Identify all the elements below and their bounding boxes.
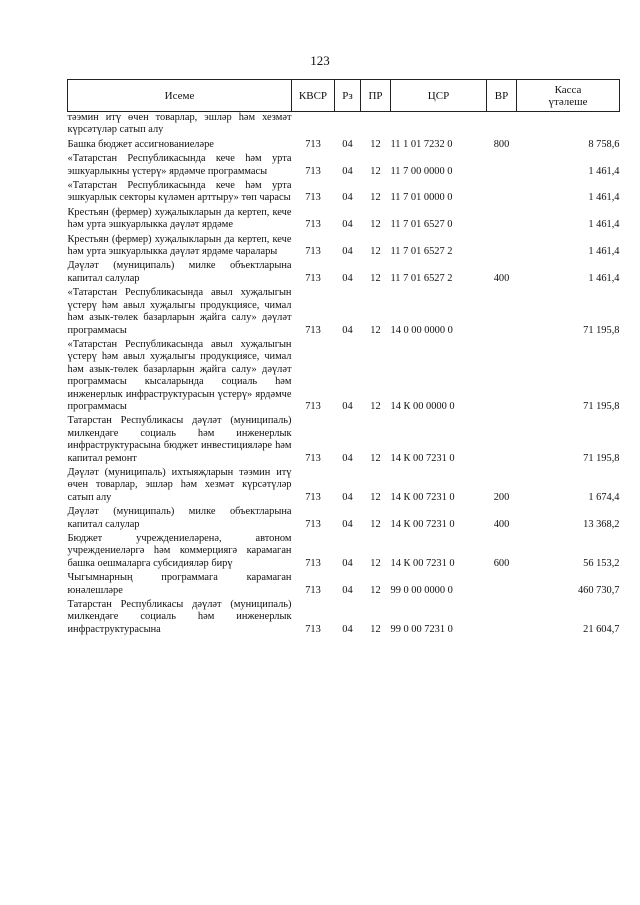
row-csr: 11 7 01 0000 0	[390, 192, 453, 204]
row-rz: 04	[342, 584, 353, 596]
row-kvsr: 713	[305, 246, 321, 258]
row-csr: 14 К 00 7231 0	[390, 557, 455, 569]
row-kassa: 1 461,4	[588, 165, 620, 177]
row-vr	[487, 232, 517, 259]
row-rz: 04	[342, 272, 353, 284]
row-name: «Татарстан Республикасында кече һәм урта эшкуарлыкны үстерү» ярдәмче программасы	[67, 153, 292, 177]
row-kassa: 1 461,4	[588, 246, 620, 258]
row-vr: 400	[493, 518, 510, 530]
header-csr: ЦСР	[391, 80, 487, 112]
row-name: Крестьян (фермер) хуҗалыкларын да кертеп, кече һәм урта эшкуарлыкка дәүләт ярдәме	[67, 206, 292, 231]
table-row	[68, 597, 620, 636]
row-csr: 11 7 01 6527 2	[390, 272, 453, 284]
row-name: Крестьян (фермер) хуҗалыкларын да кертеп, кече һәм урта эшкуарлыкка дәүләт ярдәме чаралары	[67, 233, 292, 258]
table-row	[68, 531, 620, 570]
row-vr	[487, 205, 517, 232]
row-name: Бюджет учреждениеләренә, автоном учреждениеләргә һәм коммерциягә карамаган башка оешмаларга субсидияләр бирү	[67, 533, 292, 569]
row-pr: 12	[370, 246, 381, 258]
row-rz: 04	[342, 192, 353, 204]
row-kassa: 21 604,7	[583, 623, 620, 635]
row-csr: 11 7 01 6527 2	[390, 246, 453, 258]
row-kvsr: 713	[305, 165, 321, 177]
row-kvsr: 713	[305, 219, 321, 231]
row-pr: 12	[370, 491, 381, 503]
row-rz: 04	[342, 219, 353, 231]
row-name: Татарстан Республикасы дәүләт (муниципаль) милкендәге социаль һәм инженерлык инфраструктурасына бюджет инвестицияләре һәм капитал ремонт	[67, 415, 292, 464]
row-vr	[487, 570, 517, 597]
row-vr: 200	[493, 491, 510, 503]
row-pr	[361, 112, 391, 137]
row-name: Татарстан Республикасы дәүләт (муниципаль) милкендәге социаль һәм инженерлык инфраструктурасына	[67, 599, 292, 635]
table-row	[68, 413, 620, 465]
row-rz: 04	[342, 623, 353, 635]
row-csr: 99 0 00 0000 0	[390, 584, 453, 596]
row-name: Чыгымнарның программага карамаган юнәлешләре	[67, 572, 292, 596]
header-vr: ВР	[487, 80, 517, 112]
row-vr	[487, 413, 517, 465]
row-rz: 04	[342, 165, 353, 177]
row-rz: 04	[342, 491, 353, 503]
header-row	[68, 80, 620, 112]
table-row	[68, 178, 620, 205]
row-name: Дәүләт (муниципаль) милке объектларына капитал салулар	[67, 506, 292, 530]
table-row	[68, 258, 620, 285]
row-vr	[487, 337, 517, 413]
row-csr: 11 7 01 6527 0	[390, 219, 453, 231]
row-vr: 400	[493, 272, 510, 284]
row-kassa: 1 461,4	[588, 219, 620, 231]
row-kassa: 1 461,4	[588, 272, 620, 284]
table-row	[68, 205, 620, 232]
row-csr: 11 7 00 0000 0	[390, 165, 453, 177]
row-name: Башка бюджет ассигнованиеләре	[67, 138, 214, 150]
row-name: «Татарстан Республикасында авыл хуҗалыгын үстерү һәм авыл хуҗалыгы продукциясе, чимал һәм азык-төлек базарларын җайга салу» дәүләт программасы кысаларында социаль һәм инженерлык инфраструктурасын үстерү» ярдәмче программасы	[67, 338, 292, 412]
row-pr: 12	[370, 623, 381, 635]
row-kvsr: 713	[305, 584, 321, 596]
row-kvsr: 713	[305, 138, 321, 150]
row-vr: 800	[493, 138, 510, 150]
row-kvsr: 713	[305, 272, 321, 284]
table-row	[68, 112, 620, 137]
table-row	[68, 570, 620, 597]
table-row	[68, 504, 620, 531]
row-name: тәэмин итү өчен товарлар, эшләр һәм хезмәт күрсәтүләр сатып алу	[67, 112, 292, 136]
row-csr: 14 К 00 7231 0	[390, 452, 455, 464]
row-vr: 600	[493, 557, 510, 569]
table-row	[68, 285, 620, 337]
row-rz: 04	[342, 557, 353, 569]
row-kvsr: 713	[305, 557, 321, 569]
row-kassa	[517, 112, 620, 137]
row-pr: 12	[370, 400, 381, 412]
header-name: Исеме	[68, 80, 292, 112]
row-kassa: 460 730,7	[577, 584, 620, 596]
row-pr: 12	[370, 584, 381, 596]
row-kvsr: 713	[305, 324, 321, 336]
row-pr: 12	[370, 518, 381, 530]
row-name: Дәүләт (муниципаль) ихтыяҗларын тәэмин итү өчен товарлар, эшләр һәм хезмәт күрсәтүләр сатып алу	[67, 466, 292, 503]
row-rz: 04	[342, 246, 353, 258]
row-csr: 11 1 01 7232 0	[390, 138, 453, 150]
header-kvsr: КВСР	[292, 80, 335, 112]
row-pr: 12	[370, 138, 381, 150]
row-kvsr: 713	[305, 192, 321, 204]
row-vr	[487, 178, 517, 205]
row-rz: 04	[342, 138, 353, 150]
row-kassa: 13 368,2	[583, 518, 620, 530]
row-kvsr	[292, 112, 335, 137]
table-row	[68, 232, 620, 259]
header-kassa-line2: үтәлеше	[548, 95, 588, 108]
row-name: «Татарстан Республикасында кече һәм урта эшкуарлык секторы күләмен арттыру» төп чарасы	[67, 180, 292, 204]
row-rz: 04	[342, 452, 353, 464]
table-row	[68, 137, 620, 151]
row-pr: 12	[370, 452, 381, 464]
row-rz: 04	[342, 324, 353, 336]
row-kvsr: 713	[305, 400, 321, 412]
table-row	[68, 465, 620, 504]
row-name: «Татарстан Республикасында авыл хуҗалыгын үстерү һәм авыл хуҗалыгы продукциясе, чимал һәм азык-төлек базарларын җайга салу» дәүләт программасы	[67, 287, 292, 336]
row-csr	[391, 112, 487, 137]
row-vr	[487, 597, 517, 636]
row-pr: 12	[370, 219, 381, 231]
row-csr: 14 К 00 7231 0	[390, 518, 455, 530]
row-vr	[487, 112, 517, 137]
row-csr: 14 К 00 7231 0	[390, 491, 455, 503]
row-kassa: 71 195,8	[583, 400, 620, 412]
row-pr: 12	[370, 272, 381, 284]
row-kvsr: 713	[305, 623, 321, 635]
row-kvsr: 713	[305, 518, 321, 530]
header-kassa	[517, 80, 620, 112]
table-row	[68, 151, 620, 178]
row-pr: 12	[370, 557, 381, 569]
row-kvsr: 713	[305, 452, 321, 464]
row-pr: 12	[370, 324, 381, 336]
table-row	[68, 337, 620, 413]
row-kassa: 1 461,4	[588, 192, 620, 204]
row-pr: 12	[370, 192, 381, 204]
row-rz: 04	[342, 518, 353, 530]
header-rz: Рз	[335, 80, 361, 112]
row-vr	[487, 151, 517, 178]
row-pr: 12	[370, 165, 381, 177]
row-kassa: 1 674,4	[588, 491, 620, 503]
row-rz: 04	[342, 400, 353, 412]
budget-table	[67, 79, 620, 636]
header-pr: ПР	[361, 80, 391, 112]
row-kassa: 71 195,8	[583, 452, 620, 464]
row-kassa: 8 758,6	[588, 138, 620, 150]
row-csr: 99 0 00 7231 0	[390, 623, 453, 635]
header-kassa-line1: Касса	[554, 83, 582, 96]
row-csr: 14 К 00 0000 0	[390, 400, 455, 412]
row-vr	[487, 285, 517, 337]
row-csr: 14 0 00 0000 0	[390, 324, 453, 336]
page-number: 123	[310, 53, 330, 68]
row-rz	[335, 112, 361, 137]
row-kvsr: 713	[305, 491, 321, 503]
table-body	[68, 112, 620, 637]
row-kassa: 56 153,2	[583, 557, 620, 569]
row-kassa: 71 195,8	[583, 324, 620, 336]
row-name: Дәүләт (муниципаль) милке объектларына капитал салулар	[67, 260, 292, 284]
